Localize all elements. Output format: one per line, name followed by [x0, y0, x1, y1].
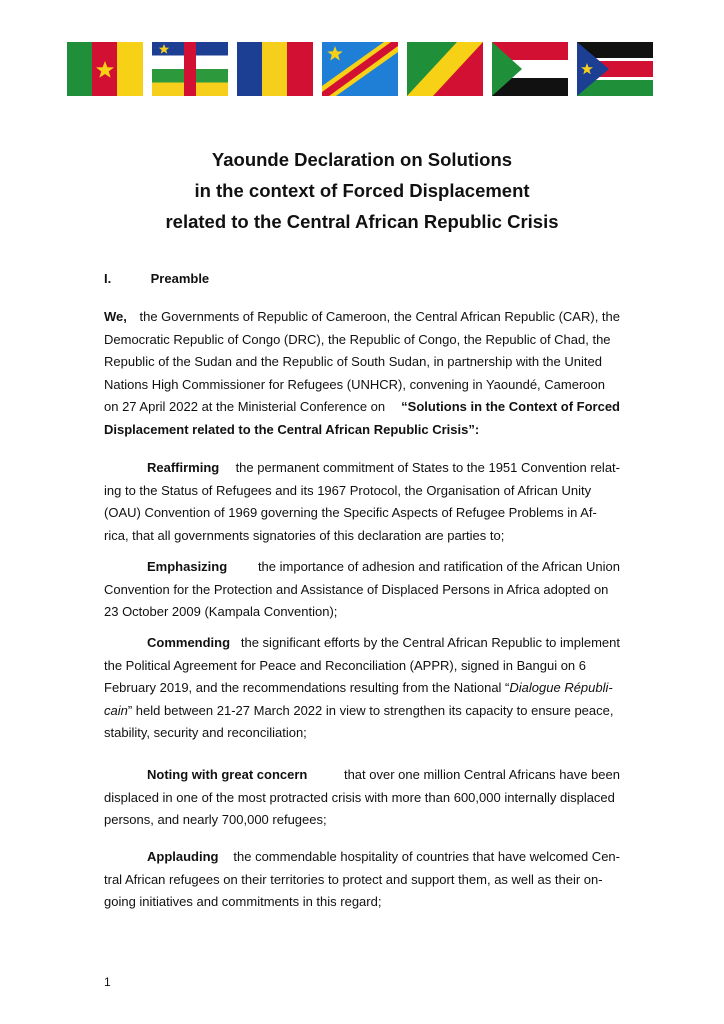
text-line: tral African refugees on their territories to protect and support them, as well as their on-: [104, 871, 603, 887]
text-line: 23 October 2009 (Kampala Convention);: [104, 604, 338, 620]
lead-commending: Commending: [147, 635, 231, 650]
flag-sudan: [492, 42, 568, 96]
lead-reaffirming: Reaffirming: [147, 460, 220, 475]
flag-south-sudan: [577, 42, 653, 96]
lead-emphasizing: Emphasizing: [147, 559, 228, 574]
text-line: [104, 677, 613, 700]
text-line: the Governments of Republic of Cameroon, the Central African Republic (CAR), the: [139, 309, 620, 324]
text-line: the commendable hospitality of countries that have welcomed Cen-: [233, 849, 620, 864]
paragraph-emphasizing: [104, 556, 620, 624]
flag-cameroon: [67, 42, 143, 96]
section-number: I.: [104, 271, 112, 286]
text-line: Convention for the Protection and Assistance of Displaced Persons in Africa adopted on: [104, 581, 609, 597]
text-fragment: February 2019, and the recommendations resulting from the National “: [104, 680, 510, 696]
section-heading: [104, 271, 209, 286]
text-line: Democratic Republic of Congo (DRC), the Republic of Congo, the Republic of Chad, the: [104, 331, 611, 347]
flag-republic-of-congo: [407, 42, 483, 96]
text-fragment: ” held between 21-27 March 2022 in view to strengthen its capacity to ensure peace,: [127, 702, 614, 718]
title-line-3: related to the Central African Republic Crisis: [165, 211, 559, 232]
text-line: Republic of the Sudan and the Republic of South Sudan, in partnership with the United: [104, 354, 602, 370]
document-title: [0, 144, 724, 237]
paragraph-commending: [104, 632, 620, 745]
text-line: displaced in one of the most protracted crisis with more than 600,000 internally displaced: [104, 789, 615, 805]
text-line: [104, 700, 613, 723]
lead-we: We,: [104, 309, 127, 324]
flag-drc: [322, 42, 398, 96]
paragraph-applauding: [104, 846, 620, 914]
text-line: the importance of adhesion and ratification of the African Union: [257, 559, 620, 574]
text-line: Nations High Commissioner for Refugees (UNHCR), convening in Yaoundé, Cameroon: [104, 376, 605, 392]
text-line: persons, and nearly 700,000 refugees;: [104, 812, 327, 828]
title-line-2: in the context of Forced Displacement: [194, 180, 530, 201]
conference-title: “Solutions in the Context of Forced: [401, 399, 620, 415]
text-line: the permanent commitment of States to the 1951 Convention relat-: [235, 460, 620, 475]
text-line: stability, security and reconciliation;: [104, 725, 307, 741]
lead-applauding: Applauding: [147, 849, 219, 864]
lead-noting: Noting with great concern: [147, 767, 308, 782]
title-line-1: Yaounde Declaration on Solutions: [211, 149, 513, 170]
dialogue-title: Dialogue Républi-: [509, 680, 613, 696]
paragraph-noting: [104, 764, 620, 832]
text-line: (OAU) Convention of 1969 governing the Specific Aspects of Refugee Problems in Af-: [104, 505, 597, 521]
page-number: 1: [104, 975, 111, 989]
text-line: on 27 April 2022 at the Ministerial Conference on: [104, 399, 386, 415]
text-line: the Political Agreement for Peace and Reconciliation (APPR), signed in Bangui on 6: [104, 657, 587, 673]
conference-title-cont: Displacement related to the Central African Republic Crisis”:: [104, 421, 480, 437]
text-line: going initiatives and commitments in this regard;: [104, 894, 382, 910]
flags-banner: [67, 42, 653, 96]
paragraph-reaffirming: [104, 457, 620, 547]
text-line: rica, that all governments signatories of this declaration are parties to;: [104, 527, 505, 543]
paragraph-we: [104, 306, 620, 442]
text-line: the significant efforts by the Central African Republic to implement: [240, 635, 620, 650]
text-line: ing to the Status of Refugees and its 1967 Protocol, the Organisation of African Unity: [104, 482, 592, 498]
flag-chad: [237, 42, 313, 96]
section-title: Preamble: [150, 271, 210, 286]
text-line: that over one million Central Africans have been: [343, 767, 620, 782]
dialogue-title-cont: cain: [104, 702, 128, 718]
flag-central-african-republic: [152, 42, 228, 96]
